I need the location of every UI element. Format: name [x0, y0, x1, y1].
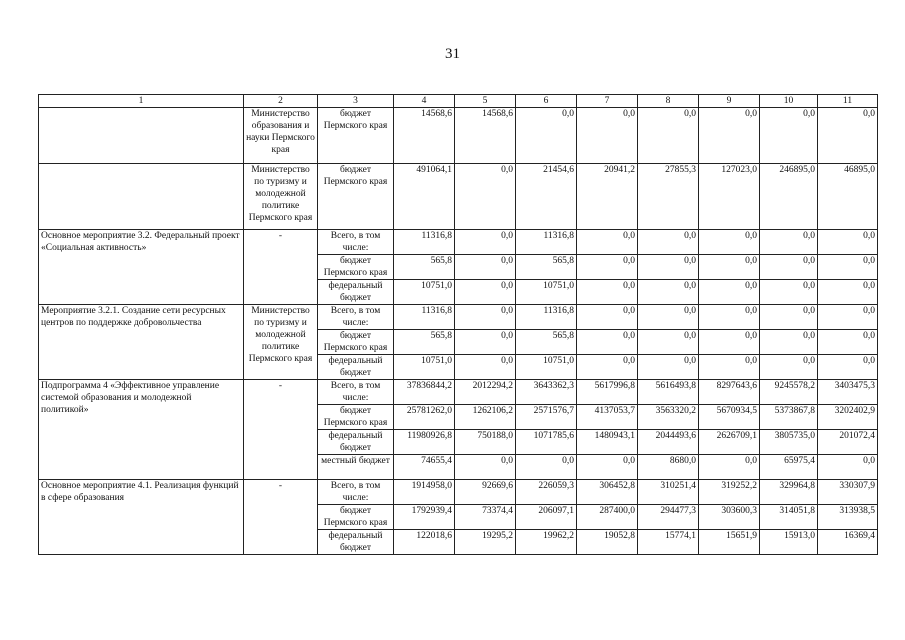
amount-cell: 1262106,2: [455, 405, 516, 430]
amount-cell: 74655,4: [394, 455, 455, 480]
amount-cell: 0,0: [638, 355, 699, 380]
amount-cell: 15774,1: [638, 530, 699, 555]
amount-cell: 122018,6: [394, 530, 455, 555]
amount-cell: 0,0: [818, 230, 878, 255]
amount-cell: 0,0: [455, 164, 516, 230]
amount-cell: 0,0: [455, 280, 516, 305]
amount-cell: 0,0: [516, 455, 577, 480]
amount-cell: 5373867,8: [760, 405, 818, 430]
column-number: 5: [455, 95, 516, 108]
amount-cell: 0,0: [577, 355, 638, 380]
amount-cell: 16369,4: [818, 530, 878, 555]
amount-cell: 0,0: [699, 255, 760, 280]
amount-cell: 246895,0: [760, 164, 818, 230]
column-number: 1: [39, 95, 244, 108]
funding-source: бюджет Пермского края: [318, 108, 394, 164]
funding-source: Всего, в том числе:: [318, 305, 394, 330]
item-name: [39, 108, 244, 164]
budget-table: [38, 94, 878, 555]
item-name: Основное мероприятие 4.1. Реализация функций в сфере образования: [39, 480, 244, 555]
amount-cell: 0,0: [577, 255, 638, 280]
amount-cell: 0,0: [577, 330, 638, 355]
funding-source: федеральный бюджет: [318, 280, 394, 305]
amount-cell: 491064,1: [394, 164, 455, 230]
column-number: 6: [516, 95, 577, 108]
amount-cell: 0,0: [760, 230, 818, 255]
amount-cell: 19052,8: [577, 530, 638, 555]
funding-source: Всего, в том числе:: [318, 480, 394, 505]
column-number: 4: [394, 95, 455, 108]
table-row: [39, 108, 878, 164]
amount-cell: 3643362,3: [516, 380, 577, 405]
amount-cell: 2626709,1: [699, 430, 760, 455]
amount-cell: 0,0: [699, 230, 760, 255]
amount-cell: 8680,0: [638, 455, 699, 480]
amount-cell: 313938,5: [818, 505, 878, 530]
amount-cell: 14568,6: [394, 108, 455, 164]
amount-cell: 11316,8: [394, 230, 455, 255]
amount-cell: 10751,0: [516, 355, 577, 380]
funding-source: Всего, в том числе:: [318, 380, 394, 405]
amount-cell: 0,0: [516, 108, 577, 164]
amount-cell: 0,0: [455, 255, 516, 280]
executor: -: [244, 480, 318, 555]
amount-cell: 319252,2: [699, 480, 760, 505]
executor: Министерство по туризму и молодежной политике Пермского края: [244, 164, 318, 230]
amount-cell: 10751,0: [516, 280, 577, 305]
amount-cell: 27855,3: [638, 164, 699, 230]
amount-cell: 4137053,7: [577, 405, 638, 430]
amount-cell: 0,0: [699, 108, 760, 164]
amount-cell: 750188,0: [455, 430, 516, 455]
amount-cell: 11316,8: [516, 230, 577, 255]
funding-source: федеральный бюджет: [318, 430, 394, 455]
amount-cell: 565,8: [394, 255, 455, 280]
amount-cell: 0,0: [818, 330, 878, 355]
executor: Министерство образования и науки Пермского края: [244, 108, 318, 164]
amount-cell: 0,0: [818, 355, 878, 380]
amount-cell: 1480943,1: [577, 430, 638, 455]
amount-cell: 0,0: [760, 108, 818, 164]
funding-source: бюджет Пермского края: [318, 164, 394, 230]
amount-cell: 8297643,6: [699, 380, 760, 405]
amount-cell: 0,0: [577, 108, 638, 164]
amount-cell: 0,0: [699, 330, 760, 355]
amount-cell: 565,8: [516, 330, 577, 355]
amount-cell: 65975,4: [760, 455, 818, 480]
table-row: [39, 230, 878, 255]
amount-cell: 19962,2: [516, 530, 577, 555]
amount-cell: 310251,4: [638, 480, 699, 505]
amount-cell: 25781262,0: [394, 405, 455, 430]
amount-cell: 0,0: [760, 305, 818, 330]
amount-cell: 201072,4: [818, 430, 878, 455]
amount-cell: 3805735,0: [760, 430, 818, 455]
amount-cell: 11980926,8: [394, 430, 455, 455]
amount-cell: 294477,3: [638, 505, 699, 530]
amount-cell: 19295,2: [455, 530, 516, 555]
item-name: Основное мероприятие 3.2. Федеральный проект «Социальная активность»: [39, 230, 244, 305]
amount-cell: 226059,3: [516, 480, 577, 505]
amount-cell: 15913,0: [760, 530, 818, 555]
executor: Министерство по туризму и молодежной политике Пермского края: [244, 305, 318, 380]
amount-cell: 73374,4: [455, 505, 516, 530]
amount-cell: 1914958,0: [394, 480, 455, 505]
amount-cell: 0,0: [455, 230, 516, 255]
amount-cell: 0,0: [760, 330, 818, 355]
amount-cell: 9245578,2: [760, 380, 818, 405]
amount-cell: 306452,8: [577, 480, 638, 505]
table-row: [39, 480, 878, 505]
executor: -: [244, 380, 318, 480]
column-number: 10: [760, 95, 818, 108]
amount-cell: 0,0: [818, 305, 878, 330]
amount-cell: 3202402,9: [818, 405, 878, 430]
column-number: 2: [244, 95, 318, 108]
column-number: 9: [699, 95, 760, 108]
item-name: Мероприятие 3.2.1. Создание сети ресурсных центров по поддержке добровольчества: [39, 305, 244, 380]
amount-cell: 92669,6: [455, 480, 516, 505]
amount-cell: 11316,8: [516, 305, 577, 330]
amount-cell: 37836844,2: [394, 380, 455, 405]
amount-cell: 0,0: [638, 255, 699, 280]
funding-source: бюджет Пермского края: [318, 330, 394, 355]
amount-cell: 303600,3: [699, 505, 760, 530]
amount-cell: 0,0: [577, 455, 638, 480]
amount-cell: 2012294,2: [455, 380, 516, 405]
amount-cell: 0,0: [638, 108, 699, 164]
column-number: 8: [638, 95, 699, 108]
amount-cell: 2571576,7: [516, 405, 577, 430]
amount-cell: 314051,8: [760, 505, 818, 530]
column-number-row: [39, 95, 878, 108]
amount-cell: 5616493,8: [638, 380, 699, 405]
amount-cell: 0,0: [760, 255, 818, 280]
funding-source: бюджет Пермского края: [318, 505, 394, 530]
amount-cell: 0,0: [638, 305, 699, 330]
amount-cell: 206097,1: [516, 505, 577, 530]
amount-cell: 0,0: [577, 280, 638, 305]
column-number: 11: [818, 95, 878, 108]
amount-cell: 0,0: [818, 455, 878, 480]
amount-cell: 46895,0: [818, 164, 878, 230]
amount-cell: 0,0: [818, 255, 878, 280]
funding-source: Всего, в том числе:: [318, 230, 394, 255]
amount-cell: 0,0: [638, 280, 699, 305]
amount-cell: 1792939,4: [394, 505, 455, 530]
column-number: 3: [318, 95, 394, 108]
funding-source: федеральный бюджет: [318, 530, 394, 555]
amount-cell: 0,0: [455, 330, 516, 355]
amount-cell: 1071785,6: [516, 430, 577, 455]
amount-cell: 287400,0: [577, 505, 638, 530]
funding-source: федеральный бюджет: [318, 355, 394, 380]
page-number: 31: [445, 46, 460, 62]
amount-cell: 20941,2: [577, 164, 638, 230]
funding-source: местный бюджет: [318, 455, 394, 480]
amount-cell: 15651,9: [699, 530, 760, 555]
amount-cell: 10751,0: [394, 355, 455, 380]
table-row: [39, 380, 878, 405]
amount-cell: 0,0: [455, 305, 516, 330]
amount-cell: 10751,0: [394, 280, 455, 305]
amount-cell: 3403475,3: [818, 380, 878, 405]
amount-cell: 0,0: [455, 355, 516, 380]
amount-cell: 0,0: [455, 455, 516, 480]
amount-cell: 21454,6: [516, 164, 577, 230]
amount-cell: 3563320,2: [638, 405, 699, 430]
amount-cell: 5670934,5: [699, 405, 760, 430]
table-row: [39, 164, 878, 230]
amount-cell: 329964,8: [760, 480, 818, 505]
amount-cell: 0,0: [760, 355, 818, 380]
amount-cell: 0,0: [638, 330, 699, 355]
funding-source: бюджет Пермского края: [318, 255, 394, 280]
amount-cell: 0,0: [699, 305, 760, 330]
amount-cell: 0,0: [577, 305, 638, 330]
amount-cell: 0,0: [638, 230, 699, 255]
amount-cell: 5617996,8: [577, 380, 638, 405]
amount-cell: 0,0: [818, 108, 878, 164]
amount-cell: 0,0: [577, 230, 638, 255]
amount-cell: 0,0: [699, 355, 760, 380]
amount-cell: 565,8: [394, 330, 455, 355]
amount-cell: 14568,6: [455, 108, 516, 164]
executor: -: [244, 230, 318, 305]
item-name: Подпрограмма 4 «Эффективное управление системой образования и молодежной политикой»: [39, 380, 244, 480]
amount-cell: 0,0: [699, 280, 760, 305]
amount-cell: 0,0: [699, 455, 760, 480]
amount-cell: 127023,0: [699, 164, 760, 230]
funding-source: бюджет Пермского края: [318, 405, 394, 430]
column-number: 7: [577, 95, 638, 108]
amount-cell: 0,0: [818, 280, 878, 305]
amount-cell: 330307,9: [818, 480, 878, 505]
table-row: [39, 305, 878, 330]
amount-cell: 2044493,6: [638, 430, 699, 455]
amount-cell: 565,8: [516, 255, 577, 280]
amount-cell: 11316,8: [394, 305, 455, 330]
amount-cell: 0,0: [760, 280, 818, 305]
item-name: [39, 164, 244, 230]
